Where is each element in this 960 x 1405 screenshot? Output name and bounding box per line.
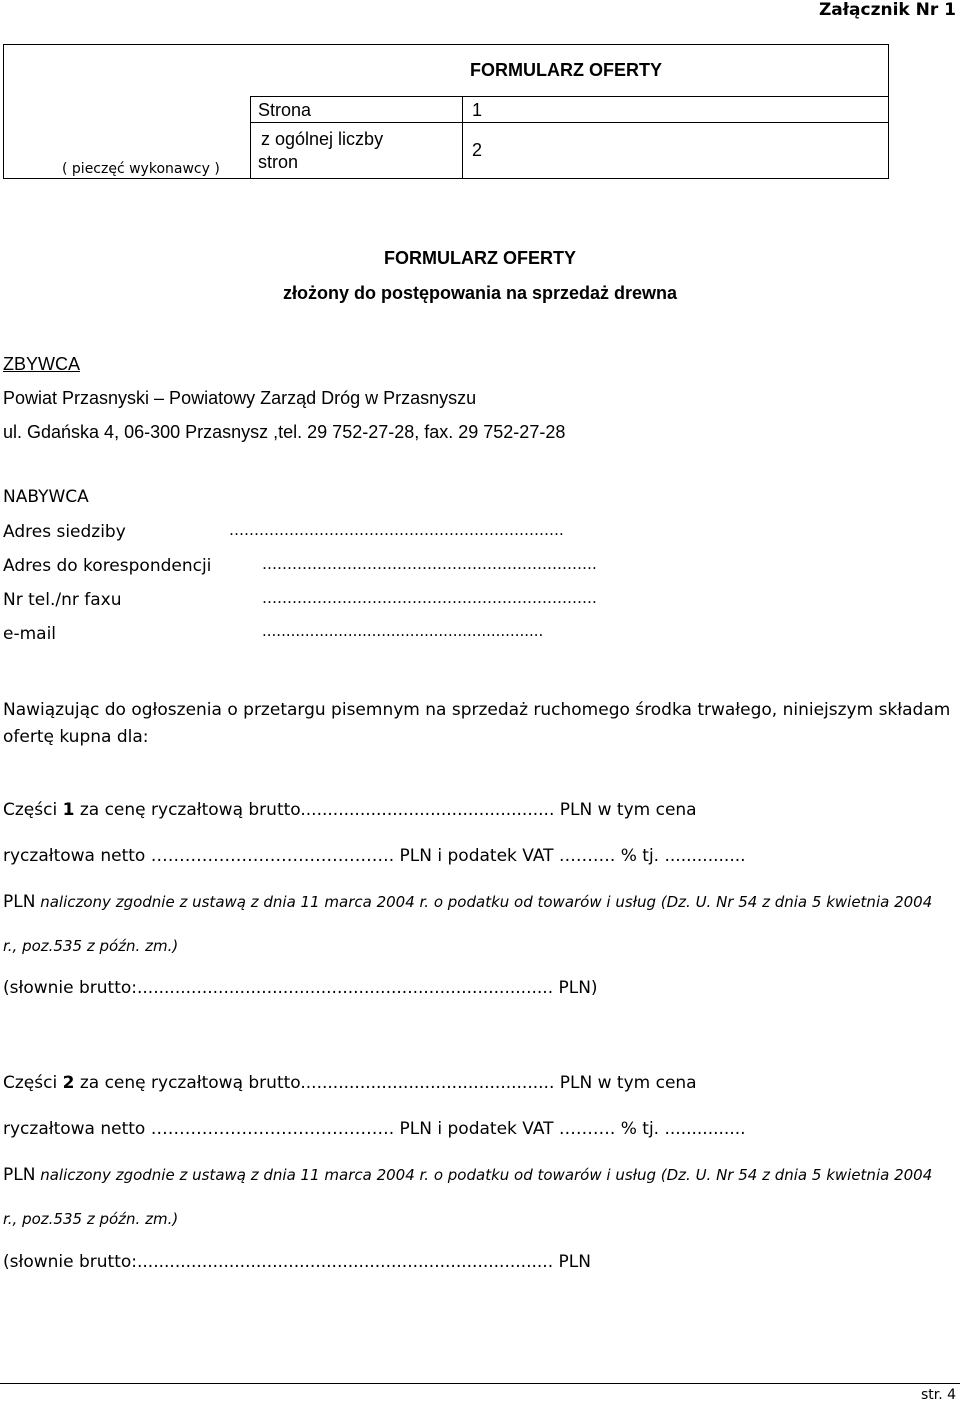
part-1-price-line bbox=[3, 800, 697, 820]
part-1-legal-line bbox=[3, 892, 932, 912]
total-pages-value: 2 bbox=[472, 140, 483, 160]
total-pages-label-line2: stron bbox=[258, 152, 299, 172]
buyer-field-label: Nr tel./nr faxu bbox=[3, 590, 122, 610]
footer-rule bbox=[0, 1383, 960, 1384]
part-1-words-line: (słownie brutto:............................................................................. PLN) bbox=[3, 978, 598, 998]
part-2-net-line: ryczałtowa netto ……………………………………. PLN i podatek VAT ………. % tj. ............... bbox=[3, 1119, 746, 1139]
seller-name: Powiat Przasnyski – Powiatowy Zarząd Dróg w Przasnyszu bbox=[3, 388, 477, 408]
seller-address: ul. Gdańska 4, 06-300 Przasnysz ,tel. 29 752-27-28, fax. 29 752-27-28 bbox=[3, 422, 566, 442]
part-number: 1 bbox=[62, 800, 75, 820]
part-2-legal-line-2: r., poz.535 z późn. zm.) bbox=[3, 1210, 179, 1228]
part-2-words-line: (słownie brutto:............................................................................. PLN bbox=[3, 1252, 591, 1272]
part-2-legal-line bbox=[3, 1165, 932, 1185]
part-prefix: Części bbox=[3, 1073, 63, 1093]
buyer-field-label: Adres do korespondencji bbox=[3, 556, 212, 576]
total-pages-label-line1: z ogólnej liczby bbox=[261, 129, 384, 149]
part-legal-text: naliczony zgodnie z ustawą z dnia 11 marca 2004 r. o podatku od towarów i usług (Dz. U. Nr 54 z dnia 5 kwietnia 2004 bbox=[35, 893, 933, 911]
footer-page-number: str. 4 bbox=[920, 1387, 956, 1403]
page-label: Strona bbox=[258, 100, 312, 120]
part-1-legal-line-2: r., poz.535 z późn. zm.) bbox=[3, 937, 179, 955]
header-form-title: FORMULARZ OFERTY bbox=[470, 60, 662, 80]
part-prefix: Części bbox=[3, 800, 63, 820]
part-price-text: za cenę ryczałtową brutto............................................... PLN w tym cena bbox=[74, 800, 697, 820]
intro-line-1: Nawiązując do ogłoszenia o przetargu pisemnym na sprzedaż ruchomego środka trwałego, niniejszym składam bbox=[3, 700, 951, 720]
form-subtitle: złożony do postępowania na sprzedaż drewna bbox=[282, 283, 678, 303]
buyer-field-value[interactable]: …………………………………………………………. bbox=[229, 521, 564, 539]
buyer-field-value[interactable]: …………………………………………………………. bbox=[262, 589, 597, 607]
part-2-price-line bbox=[3, 1073, 697, 1093]
part-1-net-line: ryczałtowa netto ……………………………………. PLN i podatek VAT ………. % tj. ............... bbox=[3, 846, 746, 866]
buyer-field-label: Adres siedziby bbox=[3, 522, 126, 542]
buyer-label: NABYWCA bbox=[3, 487, 89, 507]
page-value: 1 bbox=[472, 100, 483, 120]
intro-line-2: ofertę kupna dla: bbox=[3, 727, 149, 747]
pln-word: PLN bbox=[3, 1165, 36, 1185]
part-number: 2 bbox=[62, 1073, 75, 1093]
seller-label: ZBYWCA bbox=[3, 354, 81, 374]
part-legal-text: naliczony zgodnie z ustawą z dnia 11 marca 2004 r. o podatku od towarów i usług (Dz. U. Nr 54 z dnia 5 kwietnia 2004 bbox=[35, 1166, 933, 1184]
pln-word: PLN bbox=[3, 892, 36, 912]
buyer-field-value[interactable]: …………………………………………………………. bbox=[262, 555, 597, 573]
attachment-label: Załącznik Nr 1 bbox=[818, 0, 956, 20]
buyer-field-label: e-mail bbox=[3, 624, 57, 644]
stamp-label: ( pieczęć wykonawcy ) bbox=[62, 161, 220, 177]
form-title: FORMULARZ OFERTY bbox=[384, 248, 576, 268]
buyer-field-value[interactable]: ........................................................... bbox=[262, 622, 544, 640]
part-price-text: za cenę ryczałtową brutto............................................... PLN w tym cena bbox=[74, 1073, 697, 1093]
